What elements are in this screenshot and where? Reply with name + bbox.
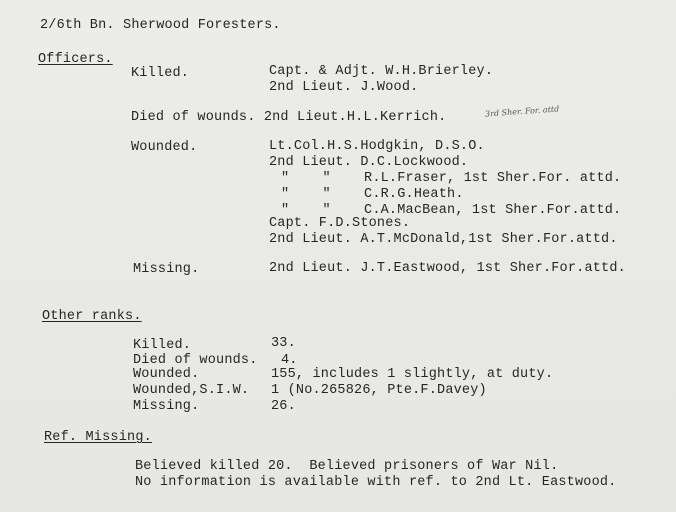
officers-missing-value: 2nd Lieut. J.T.Eastwood, 1st Sher.For.attd. [269, 261, 626, 276]
other-ranks-value-died: 4. [281, 353, 298, 368]
other-ranks-value-siw: 1 (No.265826, Pte.F.Davey) [271, 383, 487, 398]
ref-missing-line-1: Believed killed 20. Believed prisoners of War Nil. [135, 459, 559, 474]
officers-wounded-1: Lt.Col.H.S.Hodgkin, D.S.O. [269, 139, 485, 154]
other-ranks-value-wounded: 155, includes 1 slightly, at duty. [271, 367, 554, 382]
officers-killed-1: Capt. & Adjt. W.H.Brierley. [269, 64, 494, 79]
officers-wounded-3: " " R.L.Fraser, 1st Sher.For. attd. [281, 171, 622, 186]
officers-wounded-7: 2nd Lieut. A.T.McDonald,1st Sher.For.attd. [269, 232, 618, 247]
officers-killed-label: Killed. [131, 66, 190, 81]
officers-wounded-5: " " C.A.MacBean, 1st Sher.For.attd. [281, 203, 622, 218]
other-ranks-label-died: Died of wounds. [133, 353, 258, 368]
other-ranks-label-missing: Missing. [133, 399, 200, 414]
other-ranks-label-siw: Wounded,S.I.W. [133, 383, 250, 398]
other-ranks-value-killed: 33. [271, 336, 296, 351]
officers-wounded-4: " " C.R.G.Heath. [281, 187, 464, 202]
handwritten-annotation: 3rd Sher. For. attd [484, 104, 560, 119]
other-ranks-label-killed: Killed. [133, 338, 192, 353]
ref-missing-heading: Ref. Missing. [44, 430, 152, 445]
other-ranks-value-missing: 26. [271, 399, 296, 414]
officers-killed-2: 2nd Lieut. J.Wood. [269, 80, 419, 95]
document-title: 2/6th Bn. Sherwood Foresters. [40, 18, 281, 33]
officers-wounded-label: Wounded. [131, 140, 198, 155]
officers-heading: Officers. [38, 52, 113, 67]
ref-missing-line-2: No information is available with ref. to 2nd Lt. Eastwood. [135, 475, 617, 490]
other-ranks-label-wounded: Wounded. [133, 367, 200, 382]
officers-wounded-2: 2nd Lieut. D.C.Lockwood. [269, 155, 469, 170]
officers-missing-label: Missing. [133, 262, 200, 277]
officers-died-of-wounds: Died of wounds. 2nd Lieut.H.L.Kerrich. [131, 110, 447, 125]
other-ranks-heading: Other ranks. [42, 309, 142, 324]
officers-wounded-6: Capt. F.D.Stones. [269, 216, 411, 231]
